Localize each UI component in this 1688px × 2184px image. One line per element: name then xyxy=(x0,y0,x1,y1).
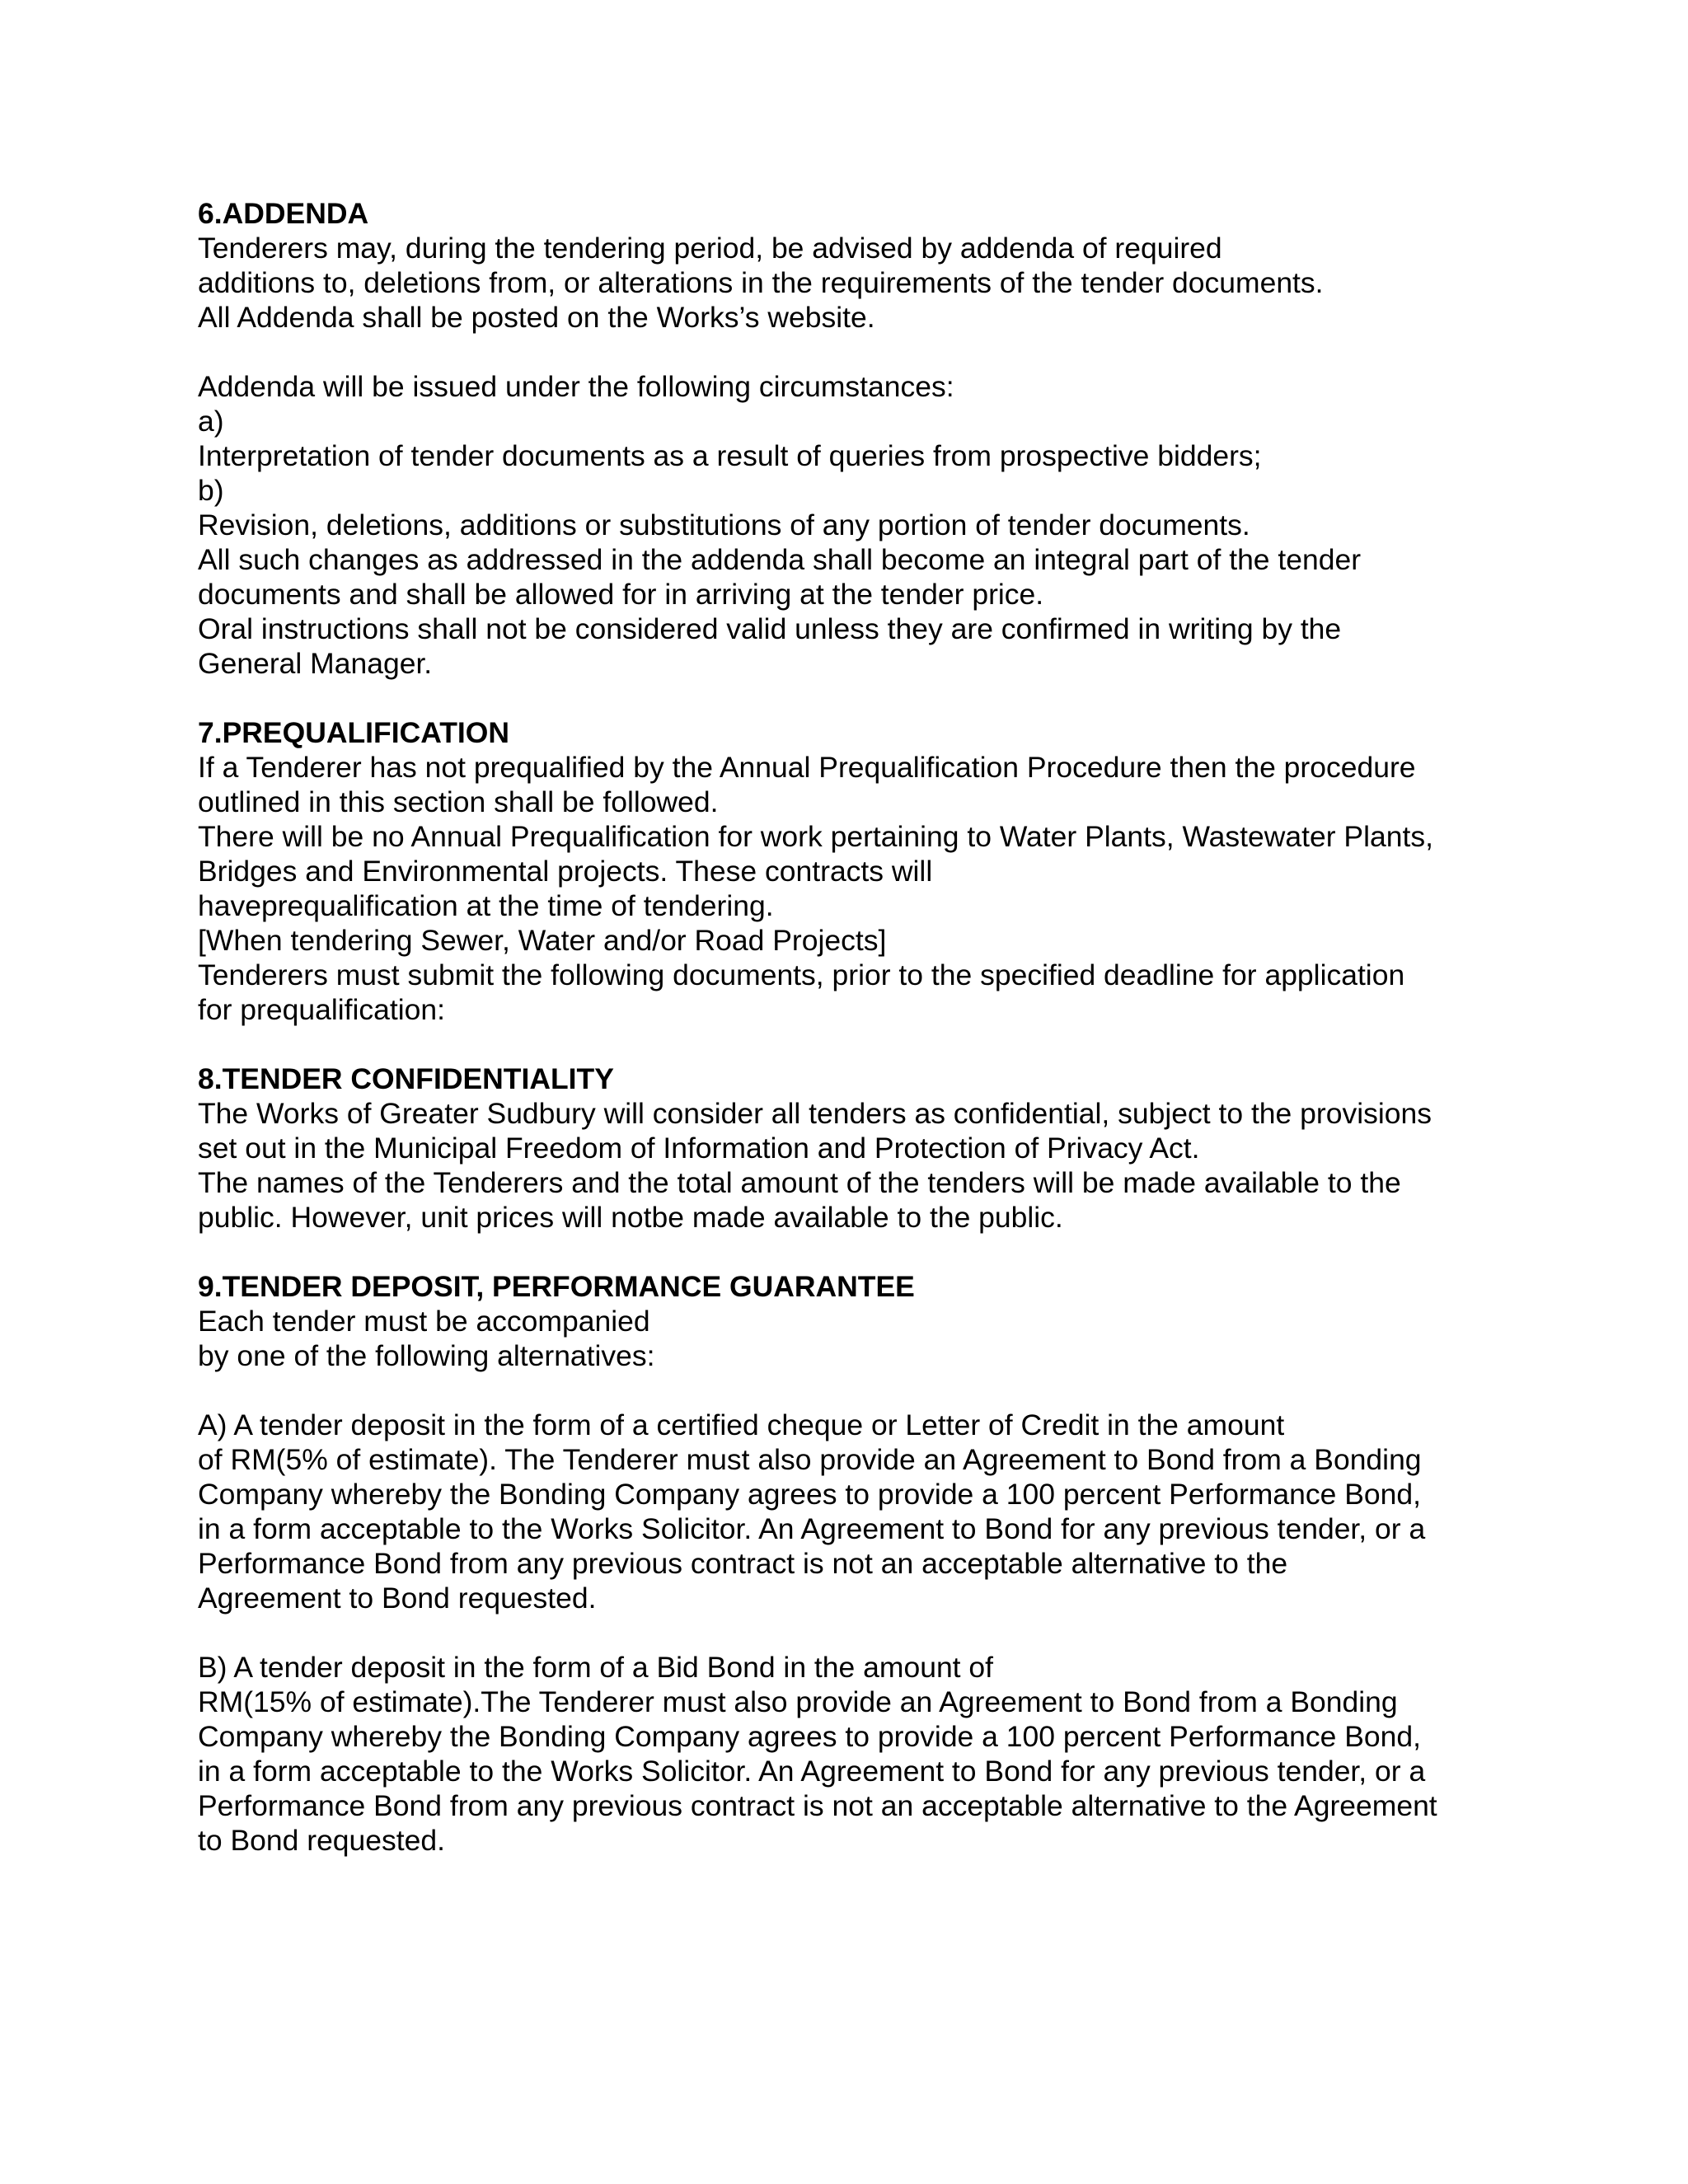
document-section xyxy=(198,1269,1517,1858)
text-line: Addenda will be issued under the following circumstances: xyxy=(198,370,954,403)
text-line: Interpretation of tender documents as a result of queries from prospective bidders; xyxy=(198,439,1262,472)
section-heading: 9.TENDER DEPOSIT, PERFORMANCE GUARANTEE xyxy=(198,1270,915,1303)
text-line: public. However, unit prices will notbe made available to the public. xyxy=(198,1201,1063,1234)
document-page xyxy=(198,196,1517,1858)
text-line: Each tender must be accompanied xyxy=(198,1305,650,1338)
text-line: Oral instructions shall not be considered valid unless they are confirmed in writing by the xyxy=(198,612,1342,645)
section-gap xyxy=(198,681,1517,715)
text-line: General Manager. xyxy=(198,647,433,680)
text-line: Performance Bond from any previous contract is not an acceptable alternative to the Agreement xyxy=(198,1789,1437,1822)
paragraph-gap xyxy=(198,1373,1517,1408)
text-line: If a Tenderer has not prequalified by the Annual Prequalification Procedure then the procedure xyxy=(198,751,1416,784)
document-body xyxy=(198,196,1517,1858)
text-line: There will be no Annual Prequalification for work pertaining to Water Plants, Wastewater Plants, xyxy=(198,820,1433,853)
text-line: The Works of Greater Sudbury will consider all tenders as confidential, subject to the provisions xyxy=(198,1097,1432,1130)
text-line: The names of the Tenderers and the total amount of the tenders will be made available to the xyxy=(198,1166,1401,1199)
paragraph-gap xyxy=(198,335,1517,369)
text-line: additions to, deletions from, or alterations in the requirements of the tender documents. xyxy=(198,266,1324,299)
text-line: documents and shall be allowed for in arriving at the tender price. xyxy=(198,578,1044,611)
text-line: Revision, deletions, additions or substitutions of any portion of tender documents. xyxy=(198,509,1250,541)
text-line: haveprequalification at the time of tendering. xyxy=(198,889,774,922)
text-line: Agreement to Bond requested. xyxy=(198,1582,597,1615)
section-heading: 7.PREQUALIFICATION xyxy=(198,716,510,749)
text-line: RM(15% of estimate).The Tenderer must also provide an Agreement to Bond from a Bonding xyxy=(198,1685,1398,1718)
text-line: in a form acceptable to the Works Solicitor. An Agreement to Bond for any previous tender, or a xyxy=(198,1755,1426,1788)
text-line: outlined in this section shall be followed. xyxy=(198,785,719,818)
text-line: Company whereby the Bonding Company agrees to provide a 100 percent Performance Bond, xyxy=(198,1720,1421,1753)
text-line: a) xyxy=(198,405,224,438)
text-line: in a form acceptable to the Works Solicitor. An Agreement to Bond for any previous tender, or a xyxy=(198,1512,1426,1545)
paragraph-gap xyxy=(198,1615,1517,1650)
document-section xyxy=(198,715,1517,1027)
text-line: Performance Bond from any previous contract is not an acceptable alternative to the xyxy=(198,1547,1288,1580)
section-heading: 8.TENDER CONFIDENTIALITY xyxy=(198,1062,614,1095)
text-line: to Bond requested. xyxy=(198,1824,445,1857)
text-line: All such changes as addressed in the addenda shall become an integral part of the tender xyxy=(198,543,1362,576)
text-line: B) A tender deposit in the form of a Bid Bond in the amount of xyxy=(198,1651,994,1684)
section-heading: 6.ADDENDA xyxy=(198,197,369,230)
document-section xyxy=(198,1062,1517,1235)
section-gap xyxy=(198,1027,1517,1062)
text-line: [When tendering Sewer, Water and/or Road Projects] xyxy=(198,924,887,957)
section-gap xyxy=(198,1235,1517,1269)
text-line: set out in the Municipal Freedom of Information and Protection of Privacy Act. xyxy=(198,1132,1200,1165)
text-line: for prequalification: xyxy=(198,993,445,1026)
text-line: All Addenda shall be posted on the Works’s website. xyxy=(198,301,875,334)
text-line: Tenderers must submit the following documents, prior to the specified deadline for application xyxy=(198,958,1405,991)
text-line: of RM(5% of estimate). The Tenderer must also provide an Agreement to Bond from a Bonding xyxy=(198,1443,1422,1476)
text-line: Tenderers may, during the tendering period, be advised by addenda of required xyxy=(198,232,1222,265)
text-line: Bridges and Environmental projects. These contracts will xyxy=(198,855,933,888)
document-section xyxy=(198,196,1517,681)
text-line: Company whereby the Bonding Company agrees to provide a 100 percent Performance Bond, xyxy=(198,1478,1421,1511)
text-line: by one of the following alternatives: xyxy=(198,1339,655,1372)
text-line: A) A tender deposit in the form of a certified cheque or Letter of Credit in the amount xyxy=(198,1408,1285,1441)
text-line: b) xyxy=(198,474,224,507)
